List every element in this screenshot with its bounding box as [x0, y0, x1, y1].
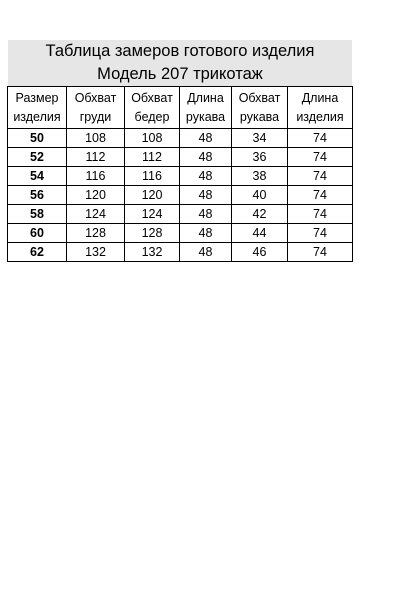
garment-length-cell: 74	[288, 148, 353, 167]
table-row	[8, 129, 353, 148]
header-hips-line1: Обхват	[131, 90, 173, 105]
table-row	[8, 148, 353, 167]
document-title	[8, 40, 352, 86]
table-row	[8, 243, 353, 262]
sleeve-girth-cell: 40	[232, 186, 288, 205]
header-chest-line2: груди	[79, 109, 112, 124]
header-row	[8, 87, 353, 129]
title-line-2: Модель 207 трикотаж	[97, 65, 263, 83]
hips-cell: 112	[125, 148, 180, 167]
header-garment-length-line2: изделия	[296, 109, 344, 124]
garment-length-cell: 74	[288, 224, 353, 243]
header-sleeve-length-line2: рукава	[185, 109, 226, 124]
chest-cell: 120	[67, 186, 125, 205]
table-header	[8, 87, 353, 129]
sleeve-length-cell: 48	[180, 167, 232, 186]
header-sleeve-length	[180, 87, 232, 129]
header-garment-length-line1: Длина	[301, 90, 339, 105]
header-sleeve-girth-line1: Обхват	[238, 90, 281, 105]
size-cell: 52	[8, 148, 67, 167]
sleeve-length-cell: 48	[180, 243, 232, 262]
table-body	[8, 129, 353, 262]
sleeve-length-cell: 48	[180, 148, 232, 167]
hips-cell: 132	[125, 243, 180, 262]
chest-cell: 124	[67, 205, 125, 224]
header-size-line1: Размер	[15, 90, 59, 105]
chest-cell: 108	[67, 129, 125, 148]
sleeve-girth-cell: 36	[232, 148, 288, 167]
header-sleeve-length-line1: Длина	[187, 90, 224, 105]
sleeve-length-cell: 48	[180, 129, 232, 148]
hips-cell: 108	[125, 129, 180, 148]
chest-cell: 128	[67, 224, 125, 243]
size-cell: 62	[8, 243, 67, 262]
title-line-1: Таблица замеров готового изделия	[45, 42, 315, 60]
sleeve-length-cell: 48	[180, 205, 232, 224]
header-size	[8, 87, 67, 129]
header-hips	[125, 87, 180, 129]
header-sleeve-girth-line2: рукава	[239, 109, 280, 124]
size-cell: 50	[8, 129, 67, 148]
sleeve-girth-cell: 46	[232, 243, 288, 262]
size-cell: 60	[8, 224, 67, 243]
sleeve-girth-cell: 44	[232, 224, 288, 243]
chest-cell: 116	[67, 167, 125, 186]
sleeve-girth-cell: 38	[232, 167, 288, 186]
sleeve-girth-cell: 42	[232, 205, 288, 224]
garment-length-cell: 74	[288, 205, 353, 224]
table-row	[8, 167, 353, 186]
hips-cell: 128	[125, 224, 180, 243]
garment-length-cell: 74	[288, 129, 353, 148]
header-chest-line1: Обхват	[74, 90, 117, 105]
hips-cell: 124	[125, 205, 180, 224]
header-garment-length	[288, 87, 353, 129]
garment-length-cell: 74	[288, 167, 353, 186]
hips-cell: 120	[125, 186, 180, 205]
size-measurement-table	[7, 86, 353, 262]
sleeve-length-cell: 48	[180, 186, 232, 205]
chest-cell: 132	[67, 243, 125, 262]
size-cell: 54	[8, 167, 67, 186]
table-row	[8, 224, 353, 243]
header-hips-line2: бедер	[134, 109, 170, 124]
size-cell: 58	[8, 205, 67, 224]
size-cell: 56	[8, 186, 67, 205]
table-row	[8, 186, 353, 205]
table-row	[8, 205, 353, 224]
hips-cell: 116	[125, 167, 180, 186]
sleeve-girth-cell: 34	[232, 129, 288, 148]
garment-length-cell: 74	[288, 243, 353, 262]
chest-cell: 112	[67, 148, 125, 167]
sleeve-length-cell: 48	[180, 224, 232, 243]
garment-length-cell: 74	[288, 186, 353, 205]
header-sleeve-girth	[232, 87, 288, 129]
header-size-line2: изделия	[13, 109, 61, 124]
header-chest	[67, 87, 125, 129]
